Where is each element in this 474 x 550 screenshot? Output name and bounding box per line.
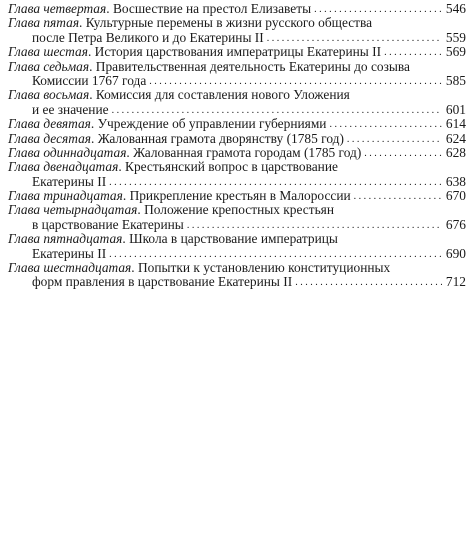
chapter-title: Прикрепление крестьян в Малороссии xyxy=(129,188,351,204)
chapter-label: Глава шестнадцатая xyxy=(8,260,132,276)
page-number: 585 xyxy=(445,72,466,88)
page-number: 670 xyxy=(445,188,466,204)
chapter-title: Жалованная грамота дворянству (1785 год) xyxy=(97,130,344,146)
page-number: 638 xyxy=(445,173,466,189)
toc-entry[interactable] xyxy=(8,2,466,16)
chapter-label: Глава шестая xyxy=(8,44,88,60)
chapter-title: Культурные перемены в жизни русского общества xyxy=(85,15,373,31)
toc-entry-first-line xyxy=(8,160,466,174)
toc-entry-first-line xyxy=(8,88,466,102)
toc-entry-text: Глава восьмая. Комиссия для составления нового Уложения xyxy=(8,87,350,103)
toc-entry-text: Глава пятнадцатая. Школа в царствование императрицы xyxy=(8,231,338,247)
toc-entry[interactable] xyxy=(8,117,466,131)
toc-entry-first-line xyxy=(8,132,466,146)
chapter-label: Глава тринадцатая xyxy=(8,188,123,204)
dot-leader xyxy=(295,274,442,290)
toc-entry-continuation-line xyxy=(8,74,466,88)
toc-entry-text: Глава десятая. Жалованная грамота дворянству (1785 год) xyxy=(8,130,344,146)
toc-entry-first-line xyxy=(8,189,466,203)
dot-leader xyxy=(109,246,442,262)
page-number: 676 xyxy=(445,216,466,232)
toc-entry-text xyxy=(32,175,106,189)
chapter-label: Глава четвертая xyxy=(8,1,107,16)
toc-entry-first-line xyxy=(8,261,466,275)
toc-entry-continuation-line xyxy=(8,275,466,289)
dot-leader xyxy=(354,188,442,204)
chapter-title: Екатерины II xyxy=(32,245,107,261)
toc-entry-continuation-line xyxy=(8,175,466,189)
toc-entry[interactable] xyxy=(8,88,466,117)
chapter-title: после Петра Великого и до Екатерины II xyxy=(32,29,264,45)
toc-entry-text: Глава одиннадцатая. Жалованная грамота городам (1785 год) xyxy=(8,144,362,160)
toc-entry-text: Глава шестая. История царствования императрицы Екатерины II xyxy=(8,44,382,60)
page-number: 614 xyxy=(445,116,466,132)
dot-leader xyxy=(187,217,442,233)
toc-entry-text: Глава девятая. Учреждение об управлении губерниями xyxy=(8,116,327,132)
chapter-label: Глава седьмая xyxy=(8,58,90,74)
toc-entry-first-line xyxy=(8,232,466,246)
toc-entry-text xyxy=(32,103,109,117)
toc-entry[interactable] xyxy=(8,189,466,203)
page-number: 601 xyxy=(445,101,466,117)
toc-entry-text: Глава седьмая. Правительственная деятельность Екатерины до созыва xyxy=(8,58,410,74)
page-number: 628 xyxy=(445,144,466,160)
toc-entry-continuation-line xyxy=(8,31,466,45)
toc-entry-text: Глава пятая. Культурные перемены в жизни русского общества xyxy=(8,15,373,31)
toc-entry[interactable] xyxy=(8,203,466,232)
page-number: 624 xyxy=(445,130,466,146)
dot-leader xyxy=(384,44,442,60)
chapter-title: Правительственная деятельность Екатерины до созыва xyxy=(95,58,410,74)
toc-entry-text: Глава двенадцатая. Крестьянский вопрос в царствование xyxy=(8,159,338,175)
dot-leader xyxy=(364,145,442,161)
toc-entry-first-line xyxy=(8,203,466,217)
toc-entry[interactable] xyxy=(8,160,466,189)
toc-entry-continuation-line xyxy=(8,247,466,261)
chapter-title: форм правления в царствование Екатерины II xyxy=(32,274,293,290)
toc-entry[interactable] xyxy=(8,45,466,59)
page-number: 546 xyxy=(445,1,466,16)
chapter-title: Попытки к установлению конституционных xyxy=(137,260,391,276)
chapter-title: и ее значение xyxy=(32,101,109,117)
chapter-title: в царствование Екатерины xyxy=(32,216,184,232)
toc-entry[interactable] xyxy=(8,16,466,45)
toc-entry-first-line xyxy=(8,60,466,74)
toc-entry-first-line xyxy=(8,146,466,160)
chapter-label: Глава девятая xyxy=(8,116,91,132)
table-of-contents xyxy=(8,2,466,290)
chapter-title: Положение крепостных крестьян xyxy=(144,202,334,218)
toc-entry[interactable] xyxy=(8,60,466,89)
page-number: 569 xyxy=(445,44,466,60)
toc-entry-first-line xyxy=(8,2,466,16)
toc-entry-text: Глава четвертая. Восшествие на престол Елизаветы xyxy=(8,1,312,16)
page-number: 559 xyxy=(445,29,466,45)
toc-entry-text xyxy=(32,74,146,88)
page-number: 690 xyxy=(445,245,466,261)
chapter-label: Глава пятая xyxy=(8,15,80,31)
toc-entry-first-line xyxy=(8,45,466,59)
toc-entry-continuation-line xyxy=(8,218,466,232)
chapter-title: Комиссия для составления нового Уложения xyxy=(95,87,350,103)
toc-entry-text: Глава тринадцатая. Прикрепление крестьян в Малороссии xyxy=(8,188,351,204)
chapter-title: Комиссии 1767 года xyxy=(32,72,147,88)
chapter-title: Школа в царствование императрицы xyxy=(129,231,338,247)
toc-entry-text xyxy=(32,247,106,261)
toc-entry-first-line xyxy=(8,16,466,30)
chapter-label: Глава одиннадцатая xyxy=(8,144,127,160)
chapter-label: Глава двенадцатая xyxy=(8,159,119,175)
toc-entry-text xyxy=(32,218,184,232)
chapter-title: История царствования императрицы Екатерины II xyxy=(94,44,382,60)
toc-entry-text: Глава шестнадцатая. Попытки к установлению конституционных xyxy=(8,260,391,276)
dot-leader xyxy=(149,73,442,89)
chapter-title: Восшествие на престол Елизаветы xyxy=(112,1,312,16)
toc-entry[interactable] xyxy=(8,261,466,290)
chapter-title: Крестьянский вопрос в царствование xyxy=(125,159,338,175)
toc-entry[interactable] xyxy=(8,146,466,160)
chapter-label: Глава десятая xyxy=(8,130,91,146)
dot-leader xyxy=(314,1,442,17)
toc-entry[interactable] xyxy=(8,232,466,261)
chapter-title: Жалованная грамота городам (1785 год) xyxy=(133,144,362,160)
page-number: 712 xyxy=(445,274,466,290)
toc-entry-first-line xyxy=(8,117,466,131)
chapter-title: Учреждение об управлении губерниями xyxy=(97,116,327,132)
toc-entry-text: Глава четырнадцатая. Положение крепостных крестьян xyxy=(8,202,334,218)
toc-entry[interactable] xyxy=(8,132,466,146)
chapter-label: Глава восьмая xyxy=(8,87,90,103)
chapter-label: Глава пятнадцатая xyxy=(8,231,123,247)
toc-entry-text xyxy=(32,31,264,45)
toc-entry-continuation-line xyxy=(8,103,466,117)
chapter-title: Екатерины II xyxy=(32,173,107,189)
toc-entry-text xyxy=(32,275,292,289)
chapter-label: Глава четырнадцатая xyxy=(8,202,138,218)
